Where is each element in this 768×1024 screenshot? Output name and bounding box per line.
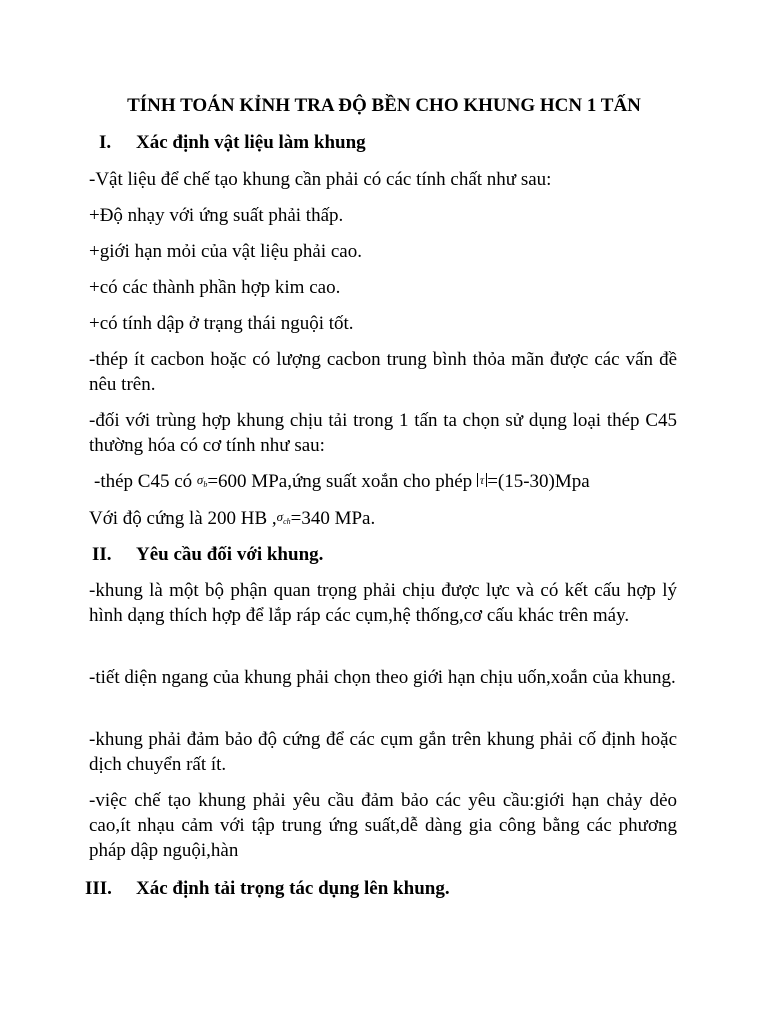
hardness-line [89, 506, 677, 534]
text-run: Với độ cứng là 200 HB , [89, 508, 277, 529]
section-heading-1 [99, 130, 366, 155]
subscript-b: b [203, 480, 208, 489]
paragraph: -khung phải đảm bảo độ cứng để các cụm gắn trên khung phải cố định hoặc dịch chuyển rất ít. [89, 729, 677, 775]
paragraph: -tiết diện ngang của khung phải chọn theo giới hạn chịu uốn,xoắn của khung. [89, 667, 676, 688]
section-heading-2 [92, 542, 324, 567]
paragraph: +giới hạn mỏi của vật liệu phải cao. [89, 241, 362, 262]
section-title: Xác định tải trọng tác dụng lên khung. [136, 878, 450, 899]
paragraph: -khung là một bộ phận quan trọng phải chịu được lực và có kết cấu hợp lý hình dạng thích hợp để lắp ráp các cụm,hệ thống,cơ cấu khác trên máy. [89, 580, 677, 626]
sigma-symbol [277, 509, 291, 524]
sigma-glyph: σ [276, 509, 284, 524]
paragraph: -Vật liệu để chế tạo khung cần phải có các tính chất như sau: [89, 169, 552, 190]
paragraph: +có tính dập ở trạng thái nguội tốt. [89, 313, 354, 334]
text-run: =340 MPa. [290, 508, 376, 529]
paragraph: -thép ít cacbon hoặc có lượng cacbon trung bình thỏa mãn được các vấn đề nêu trên. [89, 349, 677, 395]
paragraph: +Độ nhạy với ứng suất phải thấp. [89, 205, 344, 226]
section-number: III. [85, 878, 112, 899]
sigma-symbol [197, 472, 207, 487]
text-run: =(15-30)Mpa [487, 471, 590, 492]
paragraph: -đối với trùng hợp khung chịu tải trong 1 tấn ta chọn sử dụng loại thép C45 thường hóa có cơ tính như sau: [89, 410, 677, 456]
section-number: I. [99, 132, 112, 153]
section-title: Yêu cầu đối với khung. [136, 544, 324, 565]
text-run: -thép C45 có [94, 471, 197, 492]
document-title: TÍNH TOÁN KỈNH TRA ĐỘ BỀN CHO KHUNG HCN 1 TẤN [127, 95, 641, 116]
paragraph: +có các thành phần hợp kim cao. [89, 277, 341, 298]
sigma-glyph: σ [196, 472, 204, 487]
tau-symbol: τ [477, 473, 487, 487]
section-heading-3 [85, 876, 450, 901]
paragraph: -việc chế tạo khung phải yêu cầu đảm bảo các yêu cầu:giới hạn chảy dẻo cao,ít nhạu cảm với tập trung ứng suất,dễ dàng gia công bằng các phương pháp dập nguội,hàn [89, 790, 677, 861]
subscript-ch: ch [283, 517, 291, 526]
section-title: Xác định vật liệu làm khung [136, 132, 366, 153]
steel-spec-line [94, 469, 682, 497]
section-number: II. [92, 544, 112, 565]
text-run: =600 MPa,ứng suất xoắn cho phép [207, 471, 477, 492]
